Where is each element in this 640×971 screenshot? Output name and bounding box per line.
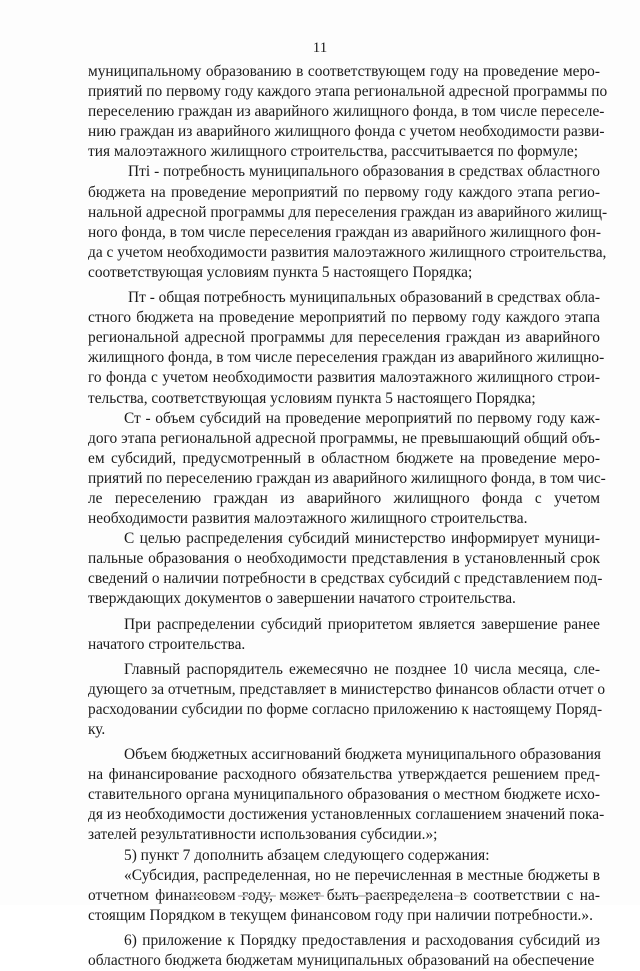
page-number: 11 — [312, 40, 328, 56]
text-line: переселению граждан из аварийного жилищного фонда, в том числе переселе- — [88, 103, 605, 121]
text-line: тия малоэтажного жилищного строительства, рассчитывается по формуле; — [88, 143, 579, 161]
document-body — [88, 62, 608, 971]
text-line: ку. — [88, 721, 106, 738]
text-line: на финансирование расходного обязательства утверждается решением пред- — [88, 766, 600, 784]
text-line: При распределении субсидий приоритетом является завершение ранее — [124, 615, 600, 633]
text-line: тельства, соответствующая условиям пункта 5 настоящего Порядка; — [88, 389, 536, 407]
text-line: го фонда с учетом необходимости развития малоэтажного жилищного строи- — [88, 369, 600, 387]
text-line: приятий по первому году каждого этапа региональной адресной программы по — [88, 83, 608, 101]
text-line: областного бюджета бюджетам муниципальных образований на обеспечение — [88, 952, 595, 970]
text-line: муниципальному образованию в соответствующем году на проведение меро- — [88, 63, 600, 80]
text-line: да с учетом необходимости развития малоэтажного жилищного строительства, — [88, 243, 607, 261]
text-line: дого этапа региональной адресной программы, не превышающий общий объ- — [88, 429, 600, 447]
text-line: стоящим Порядком в текущем финансовом году при наличии потребности.». — [88, 906, 593, 924]
text-line: 6) приложение к Порядку предоставления и расходования субсидий из — [124, 931, 600, 949]
scan-artifact — [190, 893, 480, 899]
text-line: приятий по переселению граждан из аварийного жилищного фонда, в том чис- — [88, 469, 606, 487]
text-line: необходимости развития малоэтажного жилищного строительства. — [88, 510, 528, 528]
text-line: Пт - общая потребность муниципальных образований в средствах обла- — [128, 289, 600, 307]
text-line: ем субсидий, предусмотренный в областном бюджете на проведение меро- — [88, 449, 600, 467]
text-line: Главный распорядитель ежемесячно не позднее 10 числа месяца, сле- — [124, 660, 600, 678]
text-line: дующего за отчетным, представляет в министерство финансов области отчет о — [88, 680, 606, 698]
text-line: С целью распределения субсидий министерство информирует муници- — [124, 530, 600, 548]
text-line: 5) пункт 7 дополнить абзацем следующего содержания: — [124, 846, 490, 864]
text-line: стного бюджета на проведение мероприятий по первому году каждого этапа — [88, 309, 600, 327]
text-line: сведений о наличии потребности в средствах субсидий с представлением под- — [88, 570, 603, 588]
text-line: ставительного органа муниципального образования о местном бюджете исхо- — [88, 786, 600, 804]
text-line: ного фонда, в том числе переселения граждан из аварийного жилищного фон- — [88, 223, 601, 241]
text-line: зателей результативности использования субсидии.»; — [88, 826, 438, 844]
text-line: «Субсидия, распределенная, но не перечисленная в местные бюджеты в — [124, 866, 600, 884]
text-line: расходовании субсидии по форме согласно приложению к настоящему Поряд- — [88, 700, 603, 718]
text-line: тверждающих документов о завершении начатого строительства. — [88, 590, 516, 608]
text-line: ле переселению граждан из аварийного жилищного фонда с учетом — [88, 489, 600, 507]
text-line: жилищного фонда, в том числе переселения граждан из аварийного жилищно- — [88, 349, 605, 367]
text-line: дя из необходимости достижения установленных соглашением значений пока- — [88, 806, 605, 824]
text-line: нальной адресной программы для переселения граждан из аварийного жилищ- — [88, 203, 608, 221]
text-line: Объем бюджетных ассигнований бюджета муниципального образования — [124, 746, 601, 764]
text-line: начатого строительства. — [88, 635, 246, 653]
text-line: отчетном финансовом году, может быть распределена в соответствии с на- — [88, 886, 600, 904]
text-line: региональной адресной программы для переселения граждан из аварийного — [88, 329, 600, 347]
text-line: нию граждан из аварийного жилищного фонда с учетом необходимости разви- — [88, 123, 605, 141]
text-line: пальные образования о необходимости представления в установленный срок — [88, 550, 600, 568]
text-line: Пті - потребность муниципального образования в средствах областного — [128, 163, 600, 181]
text-line: соответствующая условиям пункта 5 настоящего Порядка; — [88, 263, 473, 281]
text-line: Ст - объем субсидий на проведение мероприятий по первому году каж- — [124, 409, 600, 427]
text-line: бюджета на проведение мероприятий по первому году каждого этапа регио- — [88, 183, 600, 201]
